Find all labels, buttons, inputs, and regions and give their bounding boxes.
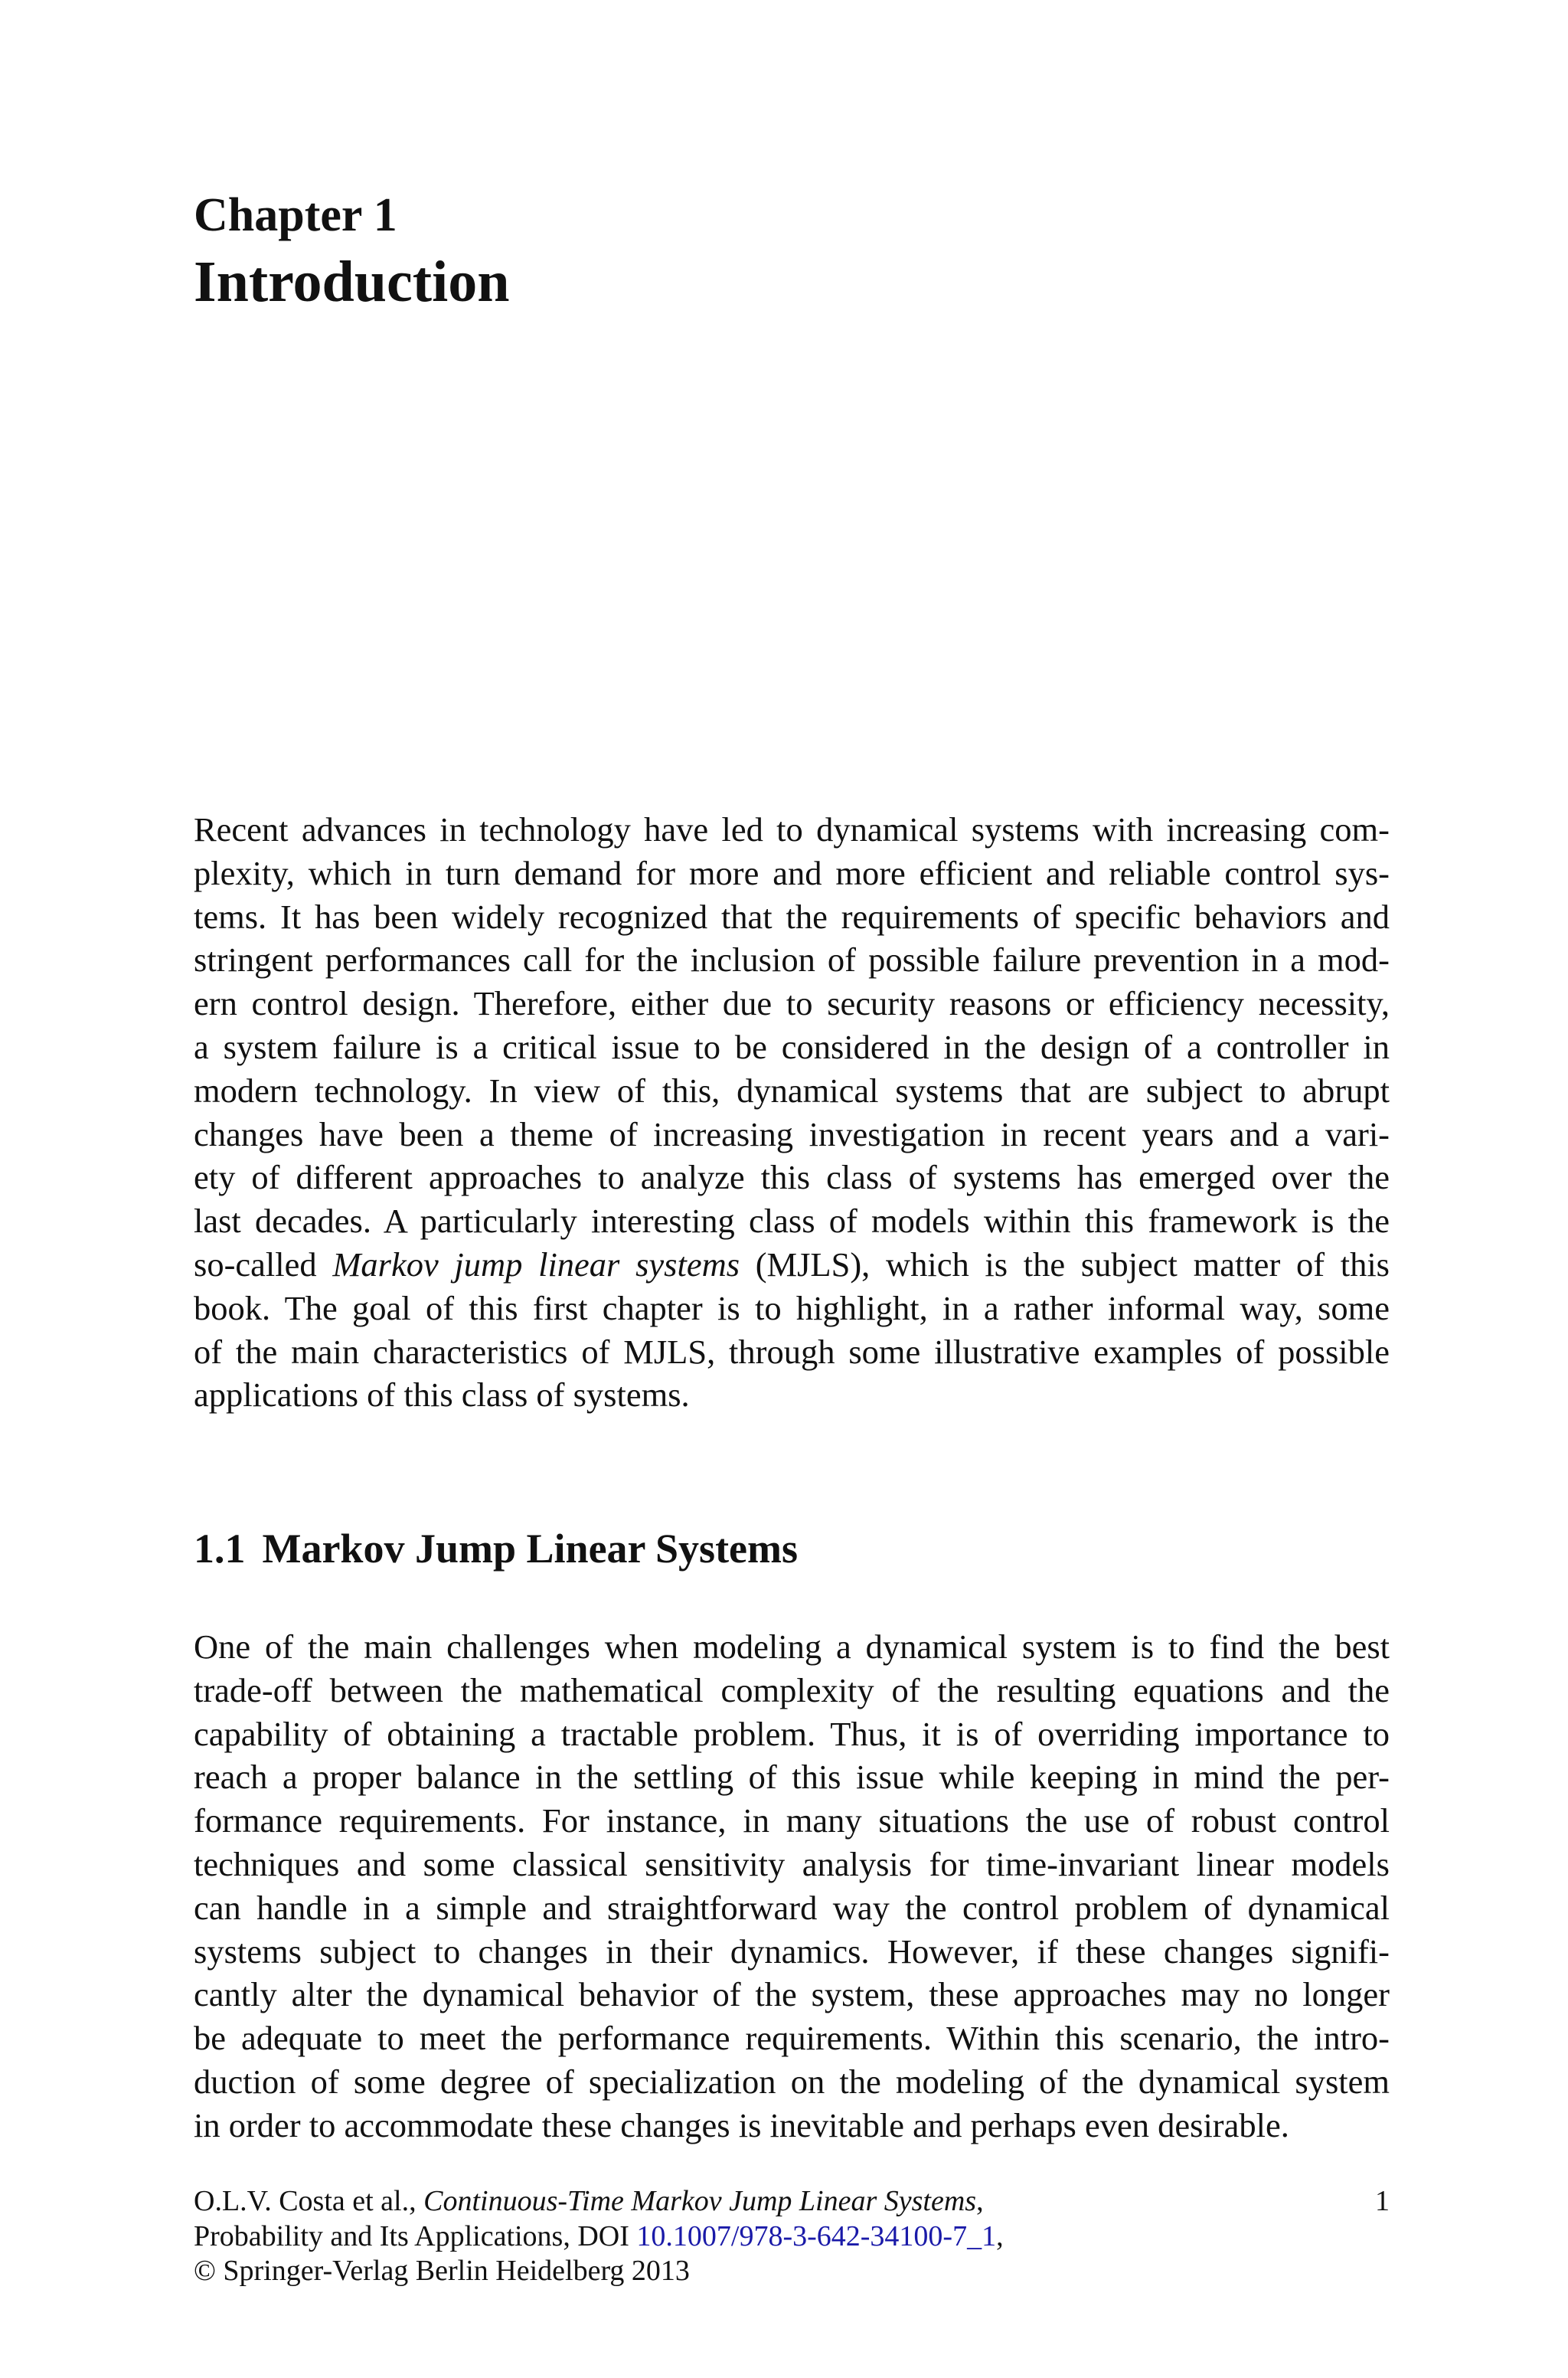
footer-comma: , xyxy=(996,2219,1004,2252)
intro-line-mjls xyxy=(194,1243,1390,1287)
intro-line: a system failure is a critical issue to be considered in the design of a controller in xyxy=(194,1027,1390,1066)
footer-citation xyxy=(194,2184,1390,2289)
section-line: duction of some degree of specialization on the modeling of the dynamical system xyxy=(194,2062,1390,2101)
footer-copyright: © Springer-Verlag Berlin Heidelberg 2013 xyxy=(194,2255,690,2287)
section-title: Markov Jump Linear Systems xyxy=(262,1526,799,1572)
intro-line: book. The goal of this first chapter is to highlight, in a rather informal way, some xyxy=(194,1288,1390,1327)
emphasized-term: Markov jump linear systems xyxy=(332,1245,740,1284)
intro-line: ety of different approaches to analyze this class of systems has emerged over the xyxy=(194,1158,1390,1197)
footer-line-authors xyxy=(194,2184,1390,2219)
section-paragraph xyxy=(194,1625,1390,2147)
section-line: be adequate to meet the performance requirements. Within this scenario, the intro- xyxy=(194,2019,1390,2058)
chapter-label: Chapter 1 xyxy=(194,189,397,241)
intro-line: of the main characteristics of MJLS, through some illustrative examples of possible xyxy=(194,1332,1390,1371)
intro-line: applications of this class of systems. xyxy=(194,1375,690,1415)
section-line: reach a proper balance in the settling of this issue while keeping in mind the per- xyxy=(194,1758,1390,1797)
section-line: formance requirements. For instance, in many situations the use of robust control xyxy=(194,1801,1390,1840)
intro-line: stringent performances call for the inclusion of possible failure prevention in a mod- xyxy=(194,940,1390,980)
section-heading xyxy=(194,1526,799,1572)
section-line: capability of obtaining a tractable problem. Thus, it is of overriding importance to xyxy=(194,1714,1390,1753)
footer-comma: , xyxy=(976,2185,984,2217)
section-line: can handle in a simple and straightforward way the control problem of dynamical xyxy=(194,1888,1390,1927)
footer-line-series xyxy=(194,2219,1390,2255)
intro-line-text: (MJLS), which is the subject matter of this xyxy=(740,1245,1390,1284)
intro-line: changes have been a theme of increasing investigation in recent years and a vari- xyxy=(194,1114,1390,1153)
section-line: systems subject to changes in their dynamics. However, if these changes signifi- xyxy=(194,1932,1390,1971)
intro-line: modern technology. In view of this, dynamical systems that are subject to abrupt xyxy=(194,1071,1390,1110)
intro-line: ern control design. Therefore, either due to security reasons or efficiency necessity, xyxy=(194,984,1390,1023)
page-number: 1 xyxy=(1375,2185,1390,2217)
intro-line: Recent advances in technology have led to dynamical systems with increasing com- xyxy=(194,810,1390,849)
section-number: 1.1 xyxy=(194,1526,246,1572)
doi-link[interactable]: 10.1007/978-3-642-34100-7_1 xyxy=(636,2219,997,2252)
intro-line: plexity, which in turn demand for more and more efficient and reliable control sys- xyxy=(194,853,1390,892)
intro-line: last decades. A particularly interesting class of models within this framework is the xyxy=(194,1202,1390,1241)
chapter-title: Introduction xyxy=(194,250,510,314)
intro-line-text: so-called xyxy=(194,1245,333,1284)
footer-series: Probability and Its Applications, DOI xyxy=(194,2219,637,2252)
section-line: cantly alter the dynamical behavior of the system, these approaches may no longer xyxy=(194,1975,1390,2014)
section-line: techniques and some classical sensitivity analysis for time-invariant linear models xyxy=(194,1844,1390,1883)
section-line: in order to accommodate these changes is inevitable and perhaps even desirable. xyxy=(194,2105,1289,2144)
footer-book-title: Continuous-Time Markov Jump Linear Systems xyxy=(423,2185,977,2217)
intro-line: tems. It has been widely recognized that the requirements of specific behaviors and xyxy=(194,897,1390,936)
intro-paragraph xyxy=(194,808,1390,1417)
section-line: One of the main challenges when modeling a dynamical system is to find the best xyxy=(194,1627,1390,1666)
footer-authors: O.L.V. Costa et al., xyxy=(194,2185,424,2217)
section-line: trade-off between the mathematical complexity of the resulting equations and the xyxy=(194,1670,1390,1709)
